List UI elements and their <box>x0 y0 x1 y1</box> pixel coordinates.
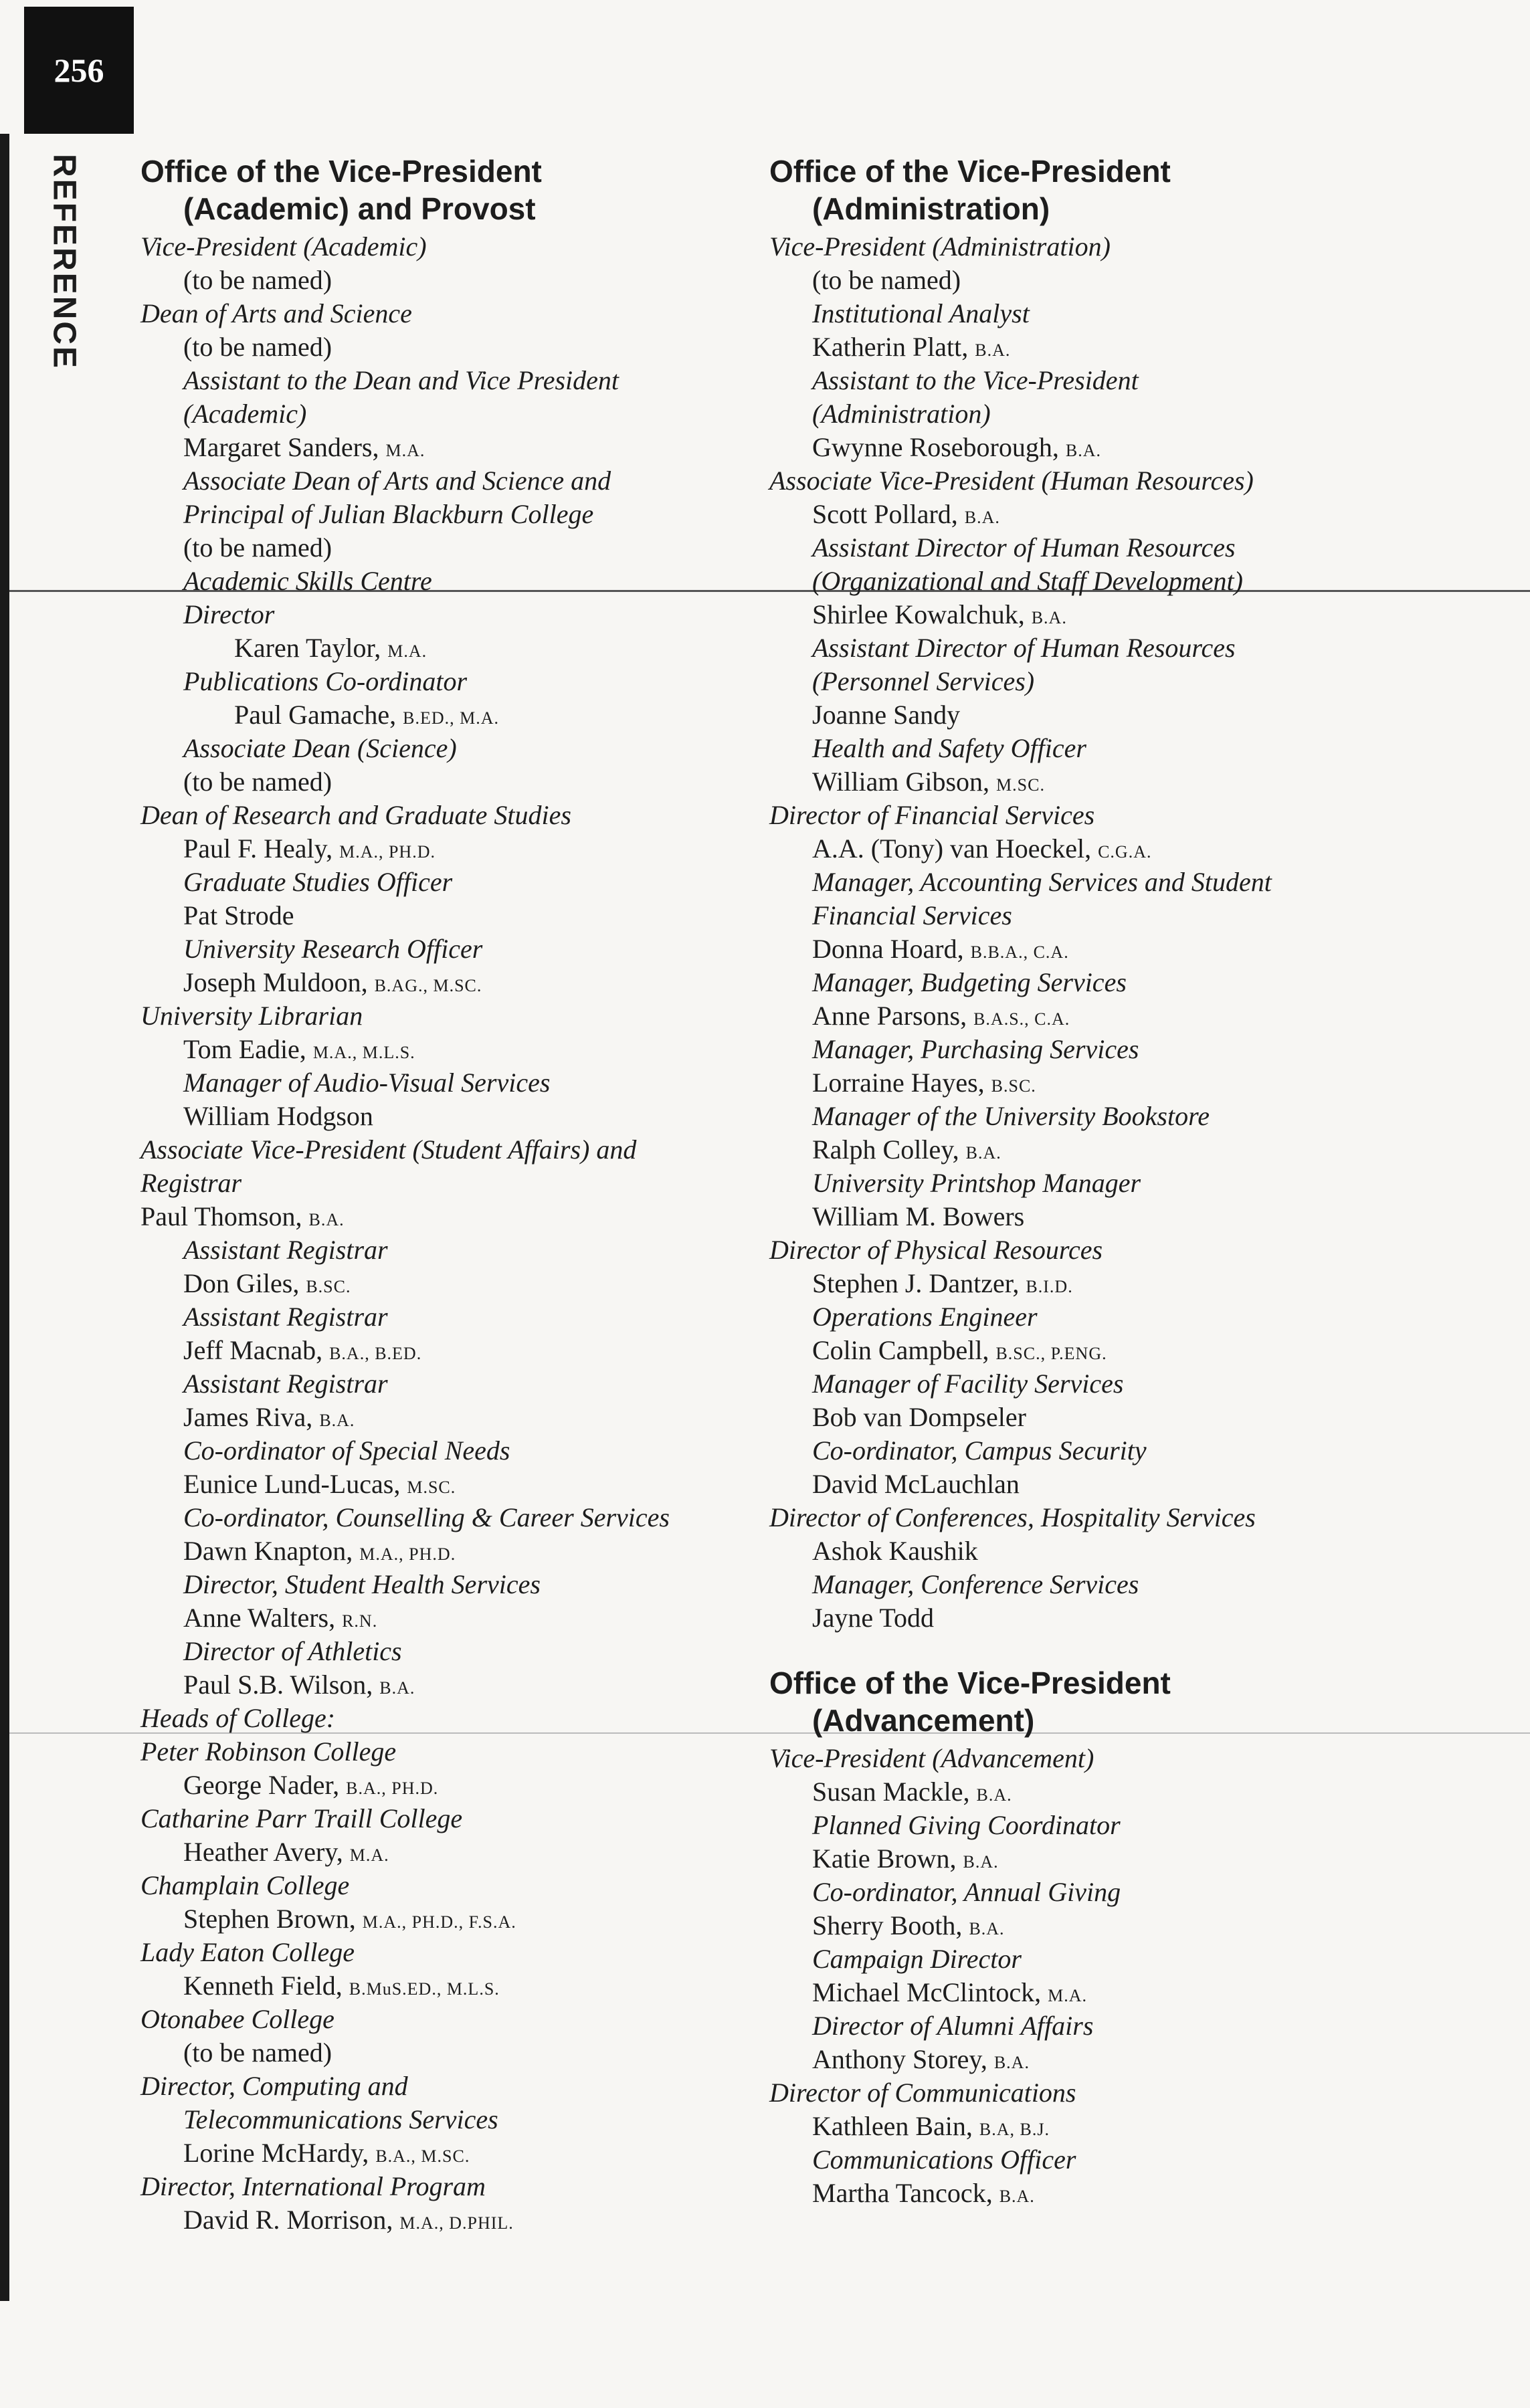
person-name-text: Eunice Lund-Lucas, <box>183 1469 401 1499</box>
person-name <box>769 1909 1485 1942</box>
position-title-text: Vice-President (Academic) <box>140 231 427 262</box>
person-name-text: Stephen J. Dantzer, <box>812 1268 1020 1298</box>
position-title <box>769 665 1485 698</box>
person-name-text: Pat Strode <box>183 900 294 930</box>
person-name-text: Ralph Colley, <box>812 1134 959 1165</box>
person-name-text: (to be named) <box>183 332 332 362</box>
position-title-text: Champlain College <box>140 1870 350 1900</box>
person-name <box>140 1468 809 1501</box>
credentials: M.A., PH.D. <box>359 1544 456 1564</box>
person-name-text: William M. Bowers <box>812 1201 1025 1231</box>
position-title-text: Campaign Director <box>812 1944 1022 1974</box>
position-title-text: Assistant Registrar <box>183 1302 388 1332</box>
position-title <box>769 1300 1485 1334</box>
position-title-text: Assistant Registrar <box>183 1235 388 1265</box>
left-heading-line1: Office of the Vice-President <box>140 154 542 189</box>
position-title-text: Operations Engineer <box>812 1302 1038 1332</box>
person-name-text: Kathleen Bain, <box>812 2111 973 2141</box>
credentials: M.SC. <box>996 775 1045 795</box>
person-name-text: Katherin Platt, <box>812 332 969 362</box>
person-name <box>140 1200 809 1233</box>
credentials: B.A. <box>975 340 1011 360</box>
position-title-text: Director of Conferences, Hospitality Services <box>769 1502 1256 1532</box>
position-title <box>769 364 1485 397</box>
position-title-text: Health and Safety Officer <box>812 733 1086 763</box>
position-title <box>769 1942 1485 1976</box>
position-title <box>769 966 1485 999</box>
credentials: B.A. <box>993 2053 1030 2072</box>
person-name-text: James Riva, <box>183 1402 313 1432</box>
person-name-text: Anne Walters, <box>183 1603 336 1633</box>
position-title <box>140 1702 809 1735</box>
section-tab <box>37 154 91 371</box>
position-title-text: Planned Giving Coordinator <box>812 1810 1121 1840</box>
credentials: B.A. <box>1065 441 1101 460</box>
credentials: B.B.A., C.A. <box>970 942 1069 962</box>
person-name <box>769 2043 1485 2076</box>
position-title <box>769 631 1485 665</box>
position-title <box>140 1066 809 1100</box>
person-name <box>769 598 1485 631</box>
position-title <box>769 799 1485 832</box>
credentials: B.A, B.J. <box>979 2120 1050 2139</box>
position-title <box>140 297 809 330</box>
position-title <box>140 598 809 631</box>
right-heading-line2: (Administration) <box>812 191 1050 226</box>
person-name <box>140 531 809 565</box>
position-title <box>140 1802 809 1835</box>
position-title <box>769 1033 1485 1066</box>
person-name <box>769 932 1485 966</box>
credentials: M.A., PH.D., F.S.A. <box>362 1912 516 1932</box>
credentials: B.I.D. <box>1026 1277 1073 1296</box>
left-heading <box>140 153 809 227</box>
advancement-heading <box>769 1664 1485 1739</box>
person-name-text: Lorine McHardy, <box>183 2138 369 2168</box>
position-title-text: (Organizational and Staff Development) <box>812 566 1243 596</box>
position-title-text: Co-ordinator, Annual Giving <box>812 1877 1121 1907</box>
person-name <box>140 1401 809 1434</box>
credentials: B.MuS.ED., M.L.S. <box>349 1979 500 1999</box>
person-name <box>140 765 809 799</box>
position-title <box>769 1167 1485 1200</box>
person-name <box>140 832 809 866</box>
person-name-text: (to be named) <box>812 265 961 295</box>
person-name-text: Bob van Dompseler <box>812 1402 1026 1432</box>
credentials: M.A. <box>1048 1986 1088 2005</box>
position-title-text: Heads of College: <box>140 1703 336 1733</box>
left-column <box>140 153 809 2237</box>
position-title <box>140 1133 809 1167</box>
person-name-text: David McLauchlan <box>812 1469 1020 1499</box>
position-title <box>140 1635 809 1668</box>
person-name <box>769 1842 1485 1876</box>
credentials: B.A. <box>1031 608 1067 627</box>
credentials: B.A. <box>379 1678 415 1698</box>
position-title <box>769 2143 1485 2177</box>
position-title-text: Catharine Parr Traill College <box>140 1803 463 1833</box>
position-title <box>140 364 809 397</box>
person-name <box>769 1200 1485 1233</box>
person-name <box>769 1267 1485 1300</box>
person-name-text: (to be named) <box>183 2037 332 2068</box>
position-title-text: Manager of the University Bookstore <box>812 1101 1210 1131</box>
position-title <box>140 1501 809 1534</box>
person-name-text: Jeff Macnab, <box>183 1335 323 1365</box>
position-title-text: Associate Dean (Science) <box>183 733 457 763</box>
advancement-heading-line2: (Advancement) <box>812 1703 1035 1738</box>
person-name <box>140 1902 809 1936</box>
position-title-text: Graduate Studies Officer <box>183 867 453 897</box>
person-name-text: Margaret Sanders, <box>183 432 379 462</box>
position-title-text: Assistant Registrar <box>183 1369 388 1399</box>
credentials: B.A., PH.D. <box>346 1779 439 1798</box>
person-name <box>769 431 1485 464</box>
position-title-text: Director, Computing and <box>140 2071 408 2101</box>
position-title <box>769 565 1485 598</box>
credentials: B.A. <box>976 1785 1012 1805</box>
person-name <box>140 2036 809 2070</box>
person-name-text: (to be named) <box>183 767 332 797</box>
person-name-text: Joseph Muldoon, <box>183 967 368 997</box>
credentials: R.N. <box>342 1611 378 1631</box>
credentials: M.A., M.L.S. <box>312 1043 415 1062</box>
position-title-text: Manager, Purchasing Services <box>812 1034 1139 1064</box>
position-title <box>769 1367 1485 1401</box>
credentials: M.A., PH.D. <box>339 842 436 862</box>
position-title-text: Institutional Analyst <box>812 298 1030 328</box>
person-name-text: Karen Taylor, <box>234 633 381 663</box>
position-title <box>769 531 1485 565</box>
person-name <box>140 1267 809 1300</box>
position-title <box>769 1742 1485 1775</box>
advancement-entries <box>769 1742 1485 2210</box>
person-name <box>140 330 809 364</box>
credentials: M.A. <box>387 641 427 661</box>
position-title-text: Associate Vice-President (Human Resources) <box>769 466 1254 496</box>
position-title <box>140 1233 809 1267</box>
credentials: B.A. <box>308 1210 345 1229</box>
position-title-text: Assistant Director of Human Resources <box>812 532 1236 563</box>
position-title-text: Associate Dean of Arts and Science and <box>183 466 611 496</box>
position-title <box>769 2009 1485 2043</box>
person-name <box>769 1601 1485 1635</box>
person-name-text: A.A. (Tony) van Hoeckel, <box>812 833 1092 864</box>
credentials: B.SC. <box>306 1277 351 1296</box>
position-title-text: Assistant to the Vice-President <box>812 365 1139 395</box>
position-title-text: Co-ordinator of Special Needs <box>183 1435 510 1466</box>
position-title <box>769 2076 1485 2110</box>
credentials: B.SC., P.ENG. <box>995 1344 1107 1363</box>
position-title-text: Director, International Program <box>140 2171 486 2201</box>
position-title-text: Registrar <box>140 1168 242 1198</box>
position-title <box>769 464 1485 498</box>
position-title <box>140 1568 809 1601</box>
position-title-text: Lady Eaton College <box>140 1937 355 1967</box>
person-name <box>140 1769 809 1802</box>
person-name <box>140 1668 809 1702</box>
position-title-text: Director, Student Health Services <box>183 1569 541 1599</box>
person-name-text: Heather Avery, <box>183 1837 343 1867</box>
position-title-text: Co-ordinator, Counselling & Career Services <box>183 1502 670 1532</box>
position-title-text: Peter Robinson College <box>140 1736 397 1767</box>
credentials: M.A., D.PHIL. <box>399 2213 514 2233</box>
person-name <box>140 264 809 297</box>
right-column <box>769 153 1485 2210</box>
position-title-text: Director of Athletics <box>183 1636 402 1666</box>
position-title <box>140 498 809 531</box>
credentials: M.A. <box>385 441 425 460</box>
person-name <box>769 1775 1485 1809</box>
position-title-text: Financial Services <box>812 900 1012 930</box>
person-name <box>769 1066 1485 1100</box>
page-edge-bar <box>0 134 9 2301</box>
position-title-text: Publications Co-ordinator <box>183 666 468 696</box>
credentials: B.A. <box>319 1411 355 1430</box>
person-name <box>769 1401 1485 1434</box>
position-title-text: Manager, Accounting Services and Student <box>812 867 1272 897</box>
person-name <box>140 966 809 999</box>
person-name-text: William Gibson, <box>812 767 990 797</box>
person-name <box>140 1835 809 1869</box>
person-name-text: Martha Tancock, <box>812 2178 993 2208</box>
person-name-text: David R. Morrison, <box>183 2205 393 2235</box>
person-name <box>140 698 809 732</box>
position-title-text: Principal of Julian Blackburn College <box>183 499 594 529</box>
person-name-text: Dawn Knapton, <box>183 1536 353 1566</box>
position-title-text: Manager of Audio-Visual Services <box>183 1068 551 1098</box>
position-title-text: (Administration) <box>812 399 991 429</box>
right-heading-line1: Office of the Vice-President <box>769 154 1171 189</box>
position-title-text: Manager, Budgeting Services <box>812 967 1127 997</box>
credentials: B.A. <box>963 1852 999 1872</box>
position-title <box>769 1809 1485 1842</box>
person-name <box>769 1334 1485 1367</box>
credentials: B.A. <box>964 508 1000 527</box>
credentials: B.ED., M.A. <box>403 708 500 728</box>
person-name <box>140 1033 809 1066</box>
position-title-text: Co-ordinator, Campus Security <box>812 1435 1147 1466</box>
person-name-text: Anne Parsons, <box>812 1001 967 1031</box>
position-title-text: Dean of Research and Graduate Studies <box>140 800 571 830</box>
position-title <box>769 1568 1485 1601</box>
person-name-text: Anthony Storey, <box>812 2044 987 2074</box>
left-heading-line2: (Academic) and Provost <box>183 191 536 226</box>
person-name-text: Don Giles, <box>183 1268 300 1298</box>
position-title-text: Associate Vice-President (Student Affairs) and <box>140 1134 637 1165</box>
position-title <box>140 397 809 431</box>
position-title <box>140 799 809 832</box>
position-title-text: Director of Financial Services <box>769 800 1095 830</box>
right-entries <box>769 230 1485 1635</box>
person-name <box>140 631 809 665</box>
position-title-text: (Personnel Services) <box>812 666 1035 696</box>
position-title <box>769 866 1485 899</box>
person-name-text: Scott Pollard, <box>812 499 958 529</box>
position-title-text: Manager, Conference Services <box>812 1569 1139 1599</box>
left-entries <box>140 230 809 2237</box>
person-name <box>769 698 1485 732</box>
position-title <box>140 1434 809 1468</box>
person-name-text: Jayne Todd <box>812 1603 934 1633</box>
position-title <box>769 1434 1485 1468</box>
position-title <box>140 565 809 598</box>
position-title <box>140 1936 809 1969</box>
position-title <box>769 230 1485 264</box>
person-name <box>769 999 1485 1033</box>
position-title-text: University Printshop Manager <box>812 1168 1141 1198</box>
credentials: B.SC. <box>991 1076 1036 1096</box>
position-title-text: Vice-President (Advancement) <box>769 1743 1094 1773</box>
person-name <box>769 1534 1485 1568</box>
position-title <box>769 1100 1485 1133</box>
credentials: C.G.A. <box>1098 842 1152 862</box>
position-title <box>140 665 809 698</box>
position-title <box>140 2003 809 2036</box>
person-name-text: George Nader, <box>183 1770 340 1800</box>
position-title-text: Academic Skills Centre <box>183 566 432 596</box>
person-name <box>769 1976 1485 2009</box>
position-title-text: Telecommunications Services <box>183 2104 498 2134</box>
position-title-text: Manager of Facility Services <box>812 1369 1124 1399</box>
position-title-text: University Librarian <box>140 1001 363 1031</box>
person-name <box>140 1100 809 1133</box>
position-title <box>769 899 1485 932</box>
person-name-text: Lorraine Hayes, <box>812 1068 985 1098</box>
person-name-text: Kenneth Field, <box>183 1971 343 2001</box>
person-name-text: Katie Brown, <box>812 1843 957 1874</box>
position-title <box>140 230 809 264</box>
person-name-text: Colin Campbell, <box>812 1335 989 1365</box>
position-title-text: Vice-President (Administration) <box>769 231 1111 262</box>
person-name <box>140 1969 809 2003</box>
position-title-text: Assistant to the Dean and Vice President <box>183 365 619 395</box>
credentials: M.A. <box>349 1845 389 1865</box>
person-name <box>140 899 809 932</box>
advancement-heading-line1: Office of the Vice-President <box>769 1666 1171 1700</box>
credentials: B.A.S., C.A. <box>973 1009 1070 1029</box>
person-name-text: Paul Gamache, <box>234 700 397 730</box>
credentials: B.A. <box>999 2187 1035 2206</box>
position-title-text: University Research Officer <box>183 934 483 964</box>
position-title <box>140 1167 809 1200</box>
person-name-text: Paul S.B. Wilson, <box>183 1670 373 1700</box>
person-name <box>769 2177 1485 2210</box>
position-title <box>769 297 1485 330</box>
person-name-text: (to be named) <box>183 532 332 563</box>
section-tab-label: REFERENCE <box>46 154 82 371</box>
position-title <box>140 1735 809 1769</box>
position-title <box>140 866 809 899</box>
person-name-text: Tom Eadie, <box>183 1034 306 1064</box>
person-name-text: Ashok Kaushik <box>812 1536 978 1566</box>
person-name-text: Stephen Brown, <box>183 1904 356 1934</box>
position-title-text: Dean of Arts and Science <box>140 298 412 328</box>
credentials: B.A. <box>969 1919 1005 1938</box>
person-name <box>769 330 1485 364</box>
person-name-text: Sherry Booth, <box>812 1910 963 1940</box>
person-name <box>140 1334 809 1367</box>
position-title <box>769 1233 1485 1267</box>
position-title-text: Assistant Director of Human Resources <box>812 633 1236 663</box>
position-title <box>140 2103 809 2136</box>
position-title <box>140 2070 809 2103</box>
person-name-text: (to be named) <box>183 265 332 295</box>
page-number: 256 <box>24 7 134 134</box>
person-name <box>769 1133 1485 1167</box>
position-title-text: Otonabee College <box>140 2004 334 2034</box>
person-name <box>769 264 1485 297</box>
position-title <box>140 1367 809 1401</box>
credentials: B.A., M.SC. <box>375 2146 470 2166</box>
position-title <box>140 999 809 1033</box>
person-name <box>769 765 1485 799</box>
credentials: B.AG., M.SC. <box>374 976 482 995</box>
position-title-text: Director of Communications <box>769 2078 1076 2108</box>
credentials: B.A., B.ED. <box>329 1344 422 1363</box>
person-name <box>769 2110 1485 2143</box>
person-name-text: Paul F. Healy, <box>183 833 333 864</box>
person-name <box>769 832 1485 866</box>
person-name-text: Joanne Sandy <box>812 700 961 730</box>
position-title-text: (Academic) <box>183 399 307 429</box>
right-heading <box>769 153 1485 227</box>
position-title <box>769 732 1485 765</box>
person-name <box>140 431 809 464</box>
person-name <box>140 2203 809 2237</box>
position-title <box>769 397 1485 431</box>
position-title-text: Director of Physical Resources <box>769 1235 1103 1265</box>
position-title <box>140 1300 809 1334</box>
position-title <box>140 2170 809 2203</box>
credentials: M.SC. <box>407 1478 456 1497</box>
person-name <box>140 1534 809 1568</box>
person-name-text: Michael McClintock, <box>812 1977 1042 2007</box>
section-gap <box>769 1635 1485 1664</box>
person-name-text: Paul Thomson, <box>140 1201 302 1231</box>
position-title <box>140 1869 809 1902</box>
person-name <box>140 1601 809 1635</box>
position-title <box>769 1501 1485 1534</box>
person-name <box>769 1468 1485 1501</box>
person-name-text: Susan Mackle, <box>812 1777 970 1807</box>
position-title <box>140 464 809 498</box>
position-title-text: Director <box>183 599 275 629</box>
position-title-text: Communications Officer <box>812 2144 1076 2175</box>
person-name <box>140 2136 809 2170</box>
person-name-text: Donna Hoard, <box>812 934 964 964</box>
credentials: B.A. <box>965 1143 1001 1163</box>
person-name <box>769 498 1485 531</box>
position-title <box>769 1876 1485 1909</box>
person-name-text: Shirlee Kowalchuk, <box>812 599 1025 629</box>
position-title <box>140 732 809 765</box>
position-title <box>140 932 809 966</box>
person-name-text: William Hodgson <box>183 1101 373 1131</box>
position-title-text: Director of Alumni Affairs <box>812 2011 1094 2041</box>
person-name-text: Gwynne Roseborough, <box>812 432 1059 462</box>
